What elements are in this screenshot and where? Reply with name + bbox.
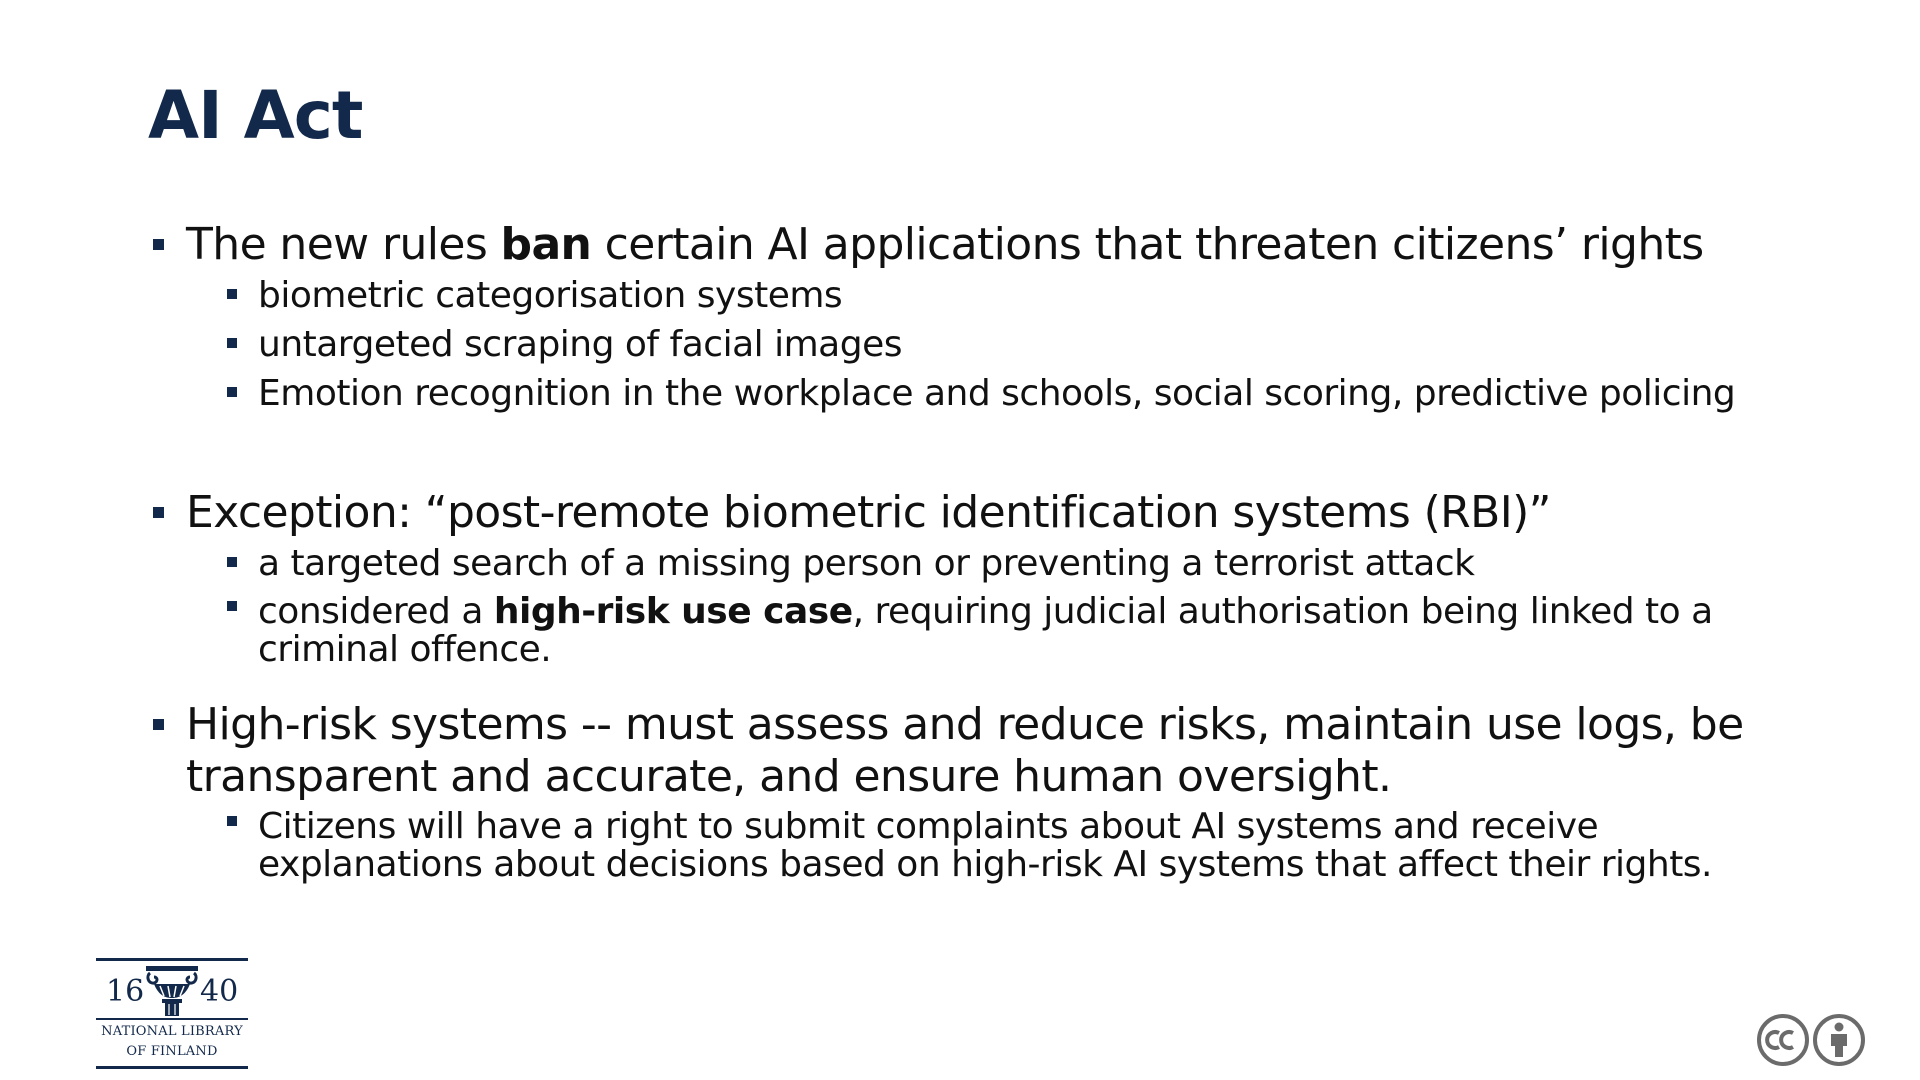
emphasis-high-risk: high-risk use case [493,591,853,632]
bullet-group-ban [150,219,1800,418]
bullet-high-risk: High-risk systems -- must assess and reduce risks, maintain use logs, be transparent and accurate, and ensure human oversight. [150,699,1800,803]
by-attribution-icon [1815,1016,1863,1064]
logo-name-line1: NATIONAL LIBRARY [101,1024,243,1039]
logo-year-left: 16 [106,974,145,1009]
slide-title: AI Act [148,77,363,154]
logo-rule-middle [96,1018,248,1020]
logo-year-right: 40 [200,974,239,1009]
bullet-ban: The new rules ban certain AI applications that threaten citizens’ rights [150,219,1800,271]
bullet-group-exception [150,487,1800,669]
emphasis-ban: ban [500,219,592,270]
logo-rule-top [96,958,248,961]
sub-bullet: Citizens will have a right to submit complaints about AI systems and receive explanations about decisions based on high-risk AI systems that affect their rights. [150,803,1800,884]
sub-bullet: Emotion recognition in the workplace and schools, social scoring, predictive policing [150,369,1800,418]
license-badge [1756,1012,1866,1068]
sub-bullet: biometric categorisation systems [150,271,1800,320]
sub-bullet: untargeted scraping of facial images [150,320,1800,369]
bullet-group-high-risk [150,699,1800,884]
logo-rule-bottom [96,1066,248,1069]
logo-name-line2: OF FINLAND [126,1044,218,1059]
column-capital-icon [144,964,200,1018]
sub-bullet: a targeted search of a missing person or preventing a terrorist attack [150,539,1800,588]
cc-icon [1759,1016,1807,1064]
national-library-logo [96,958,248,1070]
bullet-exception: Exception: “post-remote biometric identification systems (RBI)” [150,487,1800,539]
sub-bullet: considered a high-risk use case, requiring judicial authorisation being linked to a criminal offence. [150,588,1800,669]
